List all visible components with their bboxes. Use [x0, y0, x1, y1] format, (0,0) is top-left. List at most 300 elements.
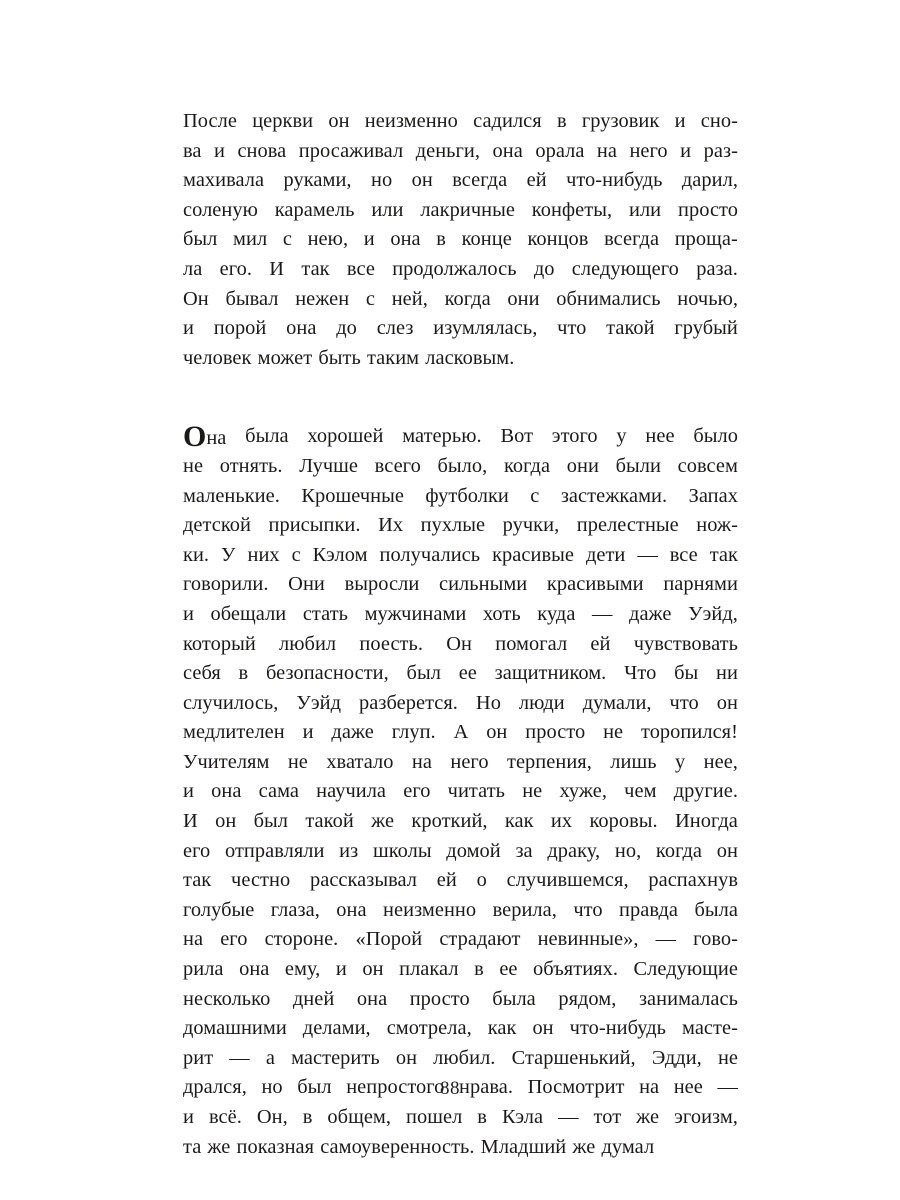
word: в [477, 1106, 487, 1128]
word: раз- [703, 139, 738, 162]
word: в [436, 228, 446, 251]
word: был [406, 662, 441, 685]
word: она [356, 987, 388, 1010]
text-line [183, 718, 738, 748]
word: Учителям [183, 750, 270, 773]
word: орала [535, 139, 585, 162]
word: так [301, 257, 330, 280]
word: было, [437, 454, 488, 477]
word: сно- [700, 110, 738, 132]
word: себя [183, 662, 221, 685]
word: этого [551, 425, 598, 448]
text-line [183, 1044, 738, 1074]
text-line [183, 837, 738, 867]
word: разберется. [359, 691, 458, 714]
word: мастерить [291, 1046, 380, 1069]
word: с [530, 484, 540, 507]
word: ла [183, 257, 203, 280]
word: «Порой [355, 928, 423, 951]
word: Он [183, 287, 209, 310]
word: просто [677, 198, 738, 221]
word: смотрела, [386, 1017, 472, 1040]
word: на [639, 1076, 660, 1099]
text-line [183, 807, 738, 837]
word: проща- [674, 228, 738, 251]
word: застежками. [560, 484, 668, 507]
word: она [390, 228, 421, 251]
word: так [183, 869, 212, 892]
word: ручки, [502, 514, 560, 537]
word: лакричные [420, 198, 515, 221]
page-number: 88 [440, 1078, 460, 1099]
word: был [297, 1076, 332, 1099]
word: эгоизм, [674, 1106, 738, 1128]
word: хорошей [307, 425, 384, 448]
word: хуже, [559, 780, 607, 803]
word: получались [379, 543, 481, 566]
word: таким [366, 346, 420, 369]
word: все [669, 543, 698, 566]
word: и [680, 139, 692, 162]
word: и [183, 317, 194, 340]
word: пухлые [420, 514, 486, 537]
text-line [183, 777, 738, 807]
word: детской [183, 514, 251, 537]
word: дрался, [183, 1076, 247, 1099]
word: Крошечные [301, 484, 404, 507]
word: несколько [183, 987, 271, 1010]
text-line [183, 630, 738, 660]
word: показная [236, 1135, 315, 1158]
word: говорили. [183, 573, 269, 596]
word: всё. [208, 1106, 242, 1128]
word: хоть [482, 602, 521, 625]
word: общем, [327, 1106, 392, 1128]
word: терпения, [507, 750, 592, 773]
word: ни [716, 662, 738, 685]
text-line [183, 955, 738, 985]
word: У [221, 543, 236, 566]
word: случившемся, [506, 869, 629, 892]
text-line [183, 985, 738, 1015]
word: Запах [688, 484, 738, 507]
word: него [450, 750, 489, 773]
word: нее, [703, 750, 738, 773]
word: случилось, [183, 691, 279, 714]
word: просто [525, 721, 586, 744]
word: мужчинами [364, 602, 467, 625]
word: что-нибудь [566, 169, 663, 192]
word: до [336, 317, 357, 340]
text-line [183, 1103, 738, 1133]
word: ему, [284, 958, 321, 981]
word: грузовик [581, 110, 660, 132]
word: матерью. [402, 425, 482, 448]
word: глаза, [270, 898, 320, 921]
word: быть [318, 346, 361, 369]
text-line [183, 570, 738, 600]
text-line [183, 748, 738, 778]
word: — [717, 1076, 738, 1099]
word: не [183, 454, 204, 477]
word: Старшенький, [511, 1046, 636, 1069]
text-line [183, 422, 738, 452]
word: помогал [495, 632, 568, 655]
word: безопасности, [265, 662, 389, 685]
word: защитником. [494, 662, 607, 685]
word: и [302, 721, 314, 744]
word: не [603, 721, 624, 744]
word: о [476, 869, 487, 892]
word: из [339, 839, 359, 862]
word: когда [444, 287, 491, 310]
word: ее [499, 958, 518, 981]
word: конфеты, [531, 198, 613, 221]
word: так [709, 543, 738, 566]
word: с [365, 287, 376, 310]
drop-cap: О [183, 420, 207, 454]
text-line [183, 314, 738, 344]
word: на [411, 750, 432, 773]
word: футболки [425, 484, 509, 507]
word: Они [288, 573, 325, 596]
word: невинные», [537, 928, 639, 951]
word: соленую [183, 198, 258, 221]
word: ласковым. [425, 346, 515, 369]
word: всего [374, 454, 421, 477]
word: он [486, 721, 508, 744]
word: в [474, 958, 484, 981]
text-line [183, 137, 738, 167]
word: и [214, 139, 225, 162]
word: Посмотрит [527, 1076, 625, 1099]
word: куда [537, 602, 576, 625]
text-line [183, 344, 738, 374]
word: Иногда [675, 810, 738, 833]
word: была [694, 898, 738, 921]
word: люди [518, 691, 565, 714]
word: обещали [210, 602, 287, 625]
word: и [674, 110, 686, 132]
word: нож- [696, 514, 738, 537]
word: концов [527, 228, 589, 251]
word: любил [279, 632, 337, 655]
word: красивыми [546, 573, 644, 596]
word: Она [183, 420, 227, 454]
word: были [615, 454, 661, 477]
word: глуп. [391, 721, 436, 744]
word: читать [447, 780, 506, 803]
word: с [282, 228, 292, 251]
word: его [220, 928, 248, 951]
word: у [674, 750, 686, 773]
text-line [183, 1133, 738, 1163]
word: совсем [677, 454, 738, 477]
word: другие. [673, 780, 738, 803]
word: отправляли [224, 839, 325, 862]
word: рила [183, 958, 224, 981]
text-line [183, 689, 738, 719]
word: Кэлом [312, 543, 368, 566]
word: продолжалось [392, 257, 517, 280]
word: который [183, 632, 256, 655]
word: сильными [438, 573, 528, 596]
text-line [183, 866, 738, 896]
word: честно [231, 869, 291, 892]
word: он [362, 958, 384, 981]
word: рассказывал [309, 869, 418, 892]
word: она [336, 898, 367, 921]
word: было [693, 425, 738, 448]
word: масте- [682, 1017, 738, 1040]
word: поесть. [359, 632, 424, 655]
word: всегда [452, 169, 508, 192]
word: он [411, 169, 433, 192]
word: плакал [399, 958, 459, 981]
text-line [183, 225, 738, 255]
word: такой [305, 810, 354, 833]
word: пошел [406, 1106, 463, 1128]
word: с [291, 543, 301, 566]
word: драку, [547, 839, 601, 862]
word: но, [614, 839, 642, 862]
word: до [533, 257, 555, 280]
word: просто [409, 987, 470, 1010]
word: а [265, 1046, 275, 1069]
word: После [183, 110, 237, 132]
text-line [183, 255, 738, 285]
word: и [335, 958, 347, 981]
text-line [183, 482, 738, 512]
word: что [573, 898, 603, 921]
word: ва [183, 139, 202, 162]
word: она [239, 958, 270, 981]
word: за [515, 839, 533, 862]
word: она [286, 317, 317, 340]
word: руками, [283, 169, 352, 192]
word: ее [458, 662, 477, 685]
word: думали, [582, 691, 652, 714]
word: Но [475, 691, 501, 714]
word: она [492, 139, 523, 162]
word: кроткий, [411, 810, 488, 833]
word: нею, [307, 228, 349, 251]
word: его. [219, 257, 253, 280]
word: Уэйд [296, 691, 342, 714]
word: или [628, 198, 662, 221]
word: что [669, 691, 699, 714]
text-line [183, 166, 738, 196]
word: гово- [693, 928, 738, 951]
word: Он, [256, 1106, 288, 1128]
word: сама [258, 780, 299, 803]
word: прелестные [576, 514, 679, 537]
word: них [247, 543, 280, 566]
word: коровы. [589, 810, 658, 833]
word: рядом, [558, 987, 617, 1010]
word: — [592, 602, 613, 625]
word: они [507, 287, 540, 310]
word: грубый [674, 317, 738, 340]
word: голубые [183, 898, 255, 921]
word: отнять. [219, 454, 283, 477]
word: тот [593, 1106, 622, 1128]
word: снова [237, 139, 287, 162]
word: Кэла [501, 1106, 544, 1128]
word: был [183, 228, 218, 251]
word: махивала [183, 169, 265, 192]
word: человек [183, 346, 252, 369]
word: Вот [500, 425, 534, 448]
word: садился [473, 110, 542, 132]
word: обнимались [556, 287, 661, 310]
word: он [716, 691, 738, 714]
word: него [629, 139, 668, 162]
word: бы [674, 662, 699, 685]
word: — [558, 1106, 579, 1128]
word: правда [619, 898, 679, 921]
word: она [211, 780, 242, 803]
word: Он [446, 632, 472, 655]
word: просаживал [298, 139, 404, 162]
word: Младший [480, 1135, 567, 1158]
word: когда [655, 839, 703, 862]
word: стороне. [264, 928, 339, 951]
word: как [504, 810, 534, 833]
word: ночью, [677, 287, 738, 310]
word: дарил, [681, 169, 738, 192]
page-text-block [183, 107, 738, 1162]
text-line [183, 196, 738, 226]
word: может [257, 346, 313, 369]
word: Следующие [633, 958, 738, 981]
word: медлителен [183, 721, 285, 744]
text-line [183, 600, 738, 630]
word: научила [316, 780, 387, 803]
word: даже [331, 721, 374, 744]
word: он [532, 1017, 554, 1040]
word: верила, [492, 898, 557, 921]
word: — [655, 928, 677, 951]
word: когда [503, 454, 551, 477]
word: стать [302, 602, 349, 625]
word: они [566, 454, 599, 477]
word: порой [213, 317, 267, 340]
word: домашними [183, 1017, 287, 1040]
word: мил [233, 228, 268, 251]
word: следующего [571, 257, 679, 280]
text-line [183, 511, 738, 541]
word: же [572, 1135, 596, 1158]
word: или [371, 198, 404, 221]
word: Их [378, 514, 404, 537]
word: лишь [610, 750, 657, 773]
word: маленькие. [183, 484, 280, 507]
word: их [550, 810, 573, 833]
word: чем [624, 780, 657, 803]
word: что [557, 317, 587, 340]
word: не [717, 1046, 738, 1069]
word: же [207, 1135, 231, 1158]
word: делами, [302, 1017, 371, 1040]
word: ей [526, 169, 547, 192]
word: красивые [492, 543, 574, 566]
text-line [183, 659, 738, 689]
word: и [183, 602, 194, 625]
word: занималась [638, 987, 738, 1010]
word: в [556, 110, 567, 132]
word: — [637, 543, 658, 566]
word: нрава. [459, 1076, 513, 1099]
word: школы [372, 839, 432, 862]
word: Лучше [299, 454, 358, 477]
word: была [245, 425, 289, 448]
text-line [183, 541, 738, 571]
word: неизменно [364, 110, 458, 132]
word: думал [601, 1135, 655, 1158]
word: у [616, 425, 627, 448]
text-line [183, 1014, 738, 1044]
word: он [328, 110, 350, 132]
word: он [215, 810, 237, 833]
word: изумлялась, [433, 317, 538, 340]
word: хватало [326, 750, 394, 773]
word: ней, [391, 287, 428, 310]
word: и [183, 780, 194, 803]
word: распахнув [648, 869, 738, 892]
word: его [403, 780, 431, 803]
word: выросли [344, 573, 420, 596]
text-line [183, 452, 738, 482]
word: церкви [252, 110, 314, 132]
word: конце [461, 228, 512, 251]
word: присыпки. [268, 514, 361, 537]
word: в [302, 1106, 313, 1128]
word: любил. [433, 1046, 496, 1069]
word: Эдди, [651, 1046, 702, 1069]
word: и [183, 1106, 194, 1128]
paragraph [183, 107, 738, 373]
word: чувствовать [633, 632, 738, 655]
word: — [229, 1046, 250, 1069]
word: как [487, 1017, 517, 1040]
word: деньги, [415, 139, 481, 162]
word: нее [645, 425, 675, 448]
paragraph [183, 422, 738, 1162]
word: Уэйд, [688, 602, 738, 625]
word: на [183, 928, 204, 951]
word: ей [436, 869, 457, 892]
word: даже [629, 602, 672, 625]
text-line [183, 896, 738, 926]
word: И [183, 810, 198, 833]
word: ки. [183, 543, 210, 566]
word: все [346, 257, 375, 280]
word: карамель [274, 198, 355, 221]
word: рит [183, 1046, 214, 1069]
word: страдают [439, 928, 521, 951]
word: парнями [663, 573, 738, 596]
word: на [596, 139, 617, 162]
word: его [183, 839, 211, 862]
word: И [269, 257, 285, 280]
word: же [371, 810, 395, 833]
word: такой [606, 317, 655, 340]
word: объятиях. [533, 958, 618, 981]
word: домой [446, 839, 501, 862]
word: он [395, 1046, 418, 1069]
word: не [522, 780, 543, 803]
